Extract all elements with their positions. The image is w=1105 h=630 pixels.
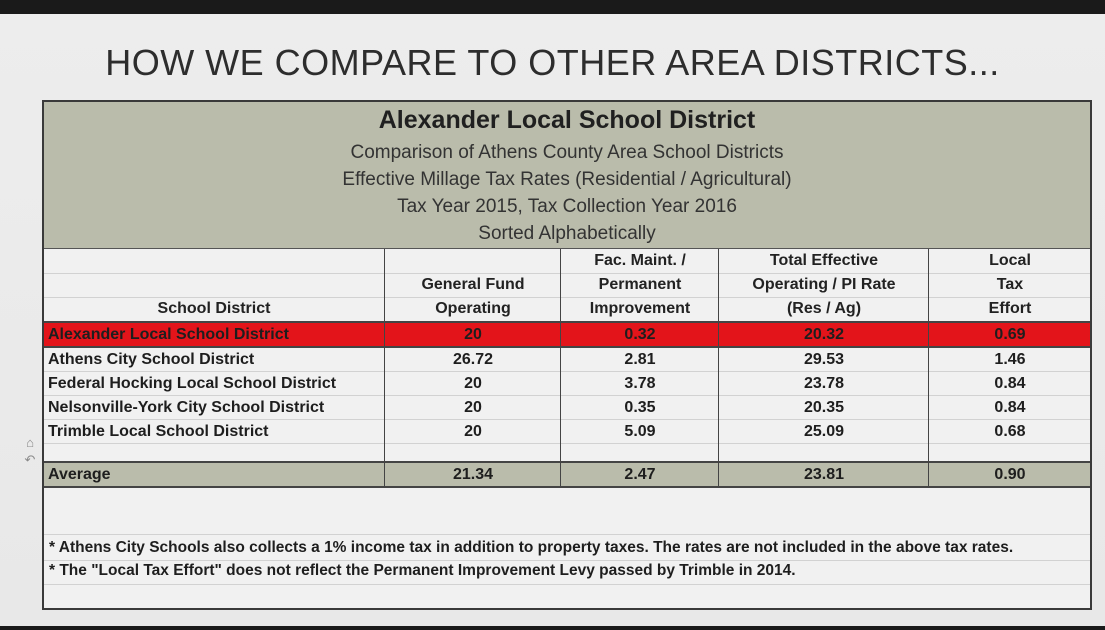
average-label: Average [48,466,111,483]
column-header-total-3: (Res / Ag) [786,300,862,317]
footnote-local-tax-effort: * The "Local Tax Effort" does not reflect the Permanent Improvement Levy passed by Trimble in 2014. [49,562,796,579]
total-effective-value: 20.32 [803,326,845,343]
column-header-local-tax-3: Effort [988,300,1032,317]
subtitle-millage: Effective Millage Tax Rates (Residential / Agricultural) [342,169,792,190]
column-header-local-tax-2: Tax [996,276,1024,293]
slide [0,14,1105,626]
column-header-general-fund-1: General Fund [421,276,525,293]
home-icon[interactable]: ⌂ [26,435,34,450]
table-row-highlight [44,323,1090,346]
table-header [44,102,1090,249]
fac-maint-value: 2.47 [624,466,656,483]
total-effective-value: 25.09 [803,423,845,440]
general-fund-value: 20 [464,326,482,343]
general-fund-value: 21.34 [452,466,494,483]
district-heading: Alexander Local School District [378,106,756,134]
fac-maint-value: 2.81 [624,351,656,368]
total-effective-value: 23.78 [803,375,845,392]
district-name: Alexander Local School District [48,326,289,343]
total-effective-value: 23.81 [803,466,845,483]
back-icon[interactable]: ↶ [24,452,36,467]
tax-effort-value: 0.84 [994,399,1026,416]
general-fund-value: 20 [464,399,482,416]
district-name: Federal Hocking Local School District [48,375,337,392]
table-row [44,420,1090,443]
comparison-table [42,100,1092,610]
column-header-total-1: Total Effective [769,252,879,269]
slide-title: HOW WE COMPARE TO OTHER AREA DISTRICTS... [105,42,1000,83]
district-name: Nelsonville-York City School District [48,399,325,416]
fac-maint-value: 5.09 [624,423,656,440]
table-grid [44,249,1090,608]
table-row [44,348,1090,371]
tax-effort-value: 1.46 [994,351,1026,368]
table-row-average [44,463,1090,486]
general-fund-value: 20 [464,423,482,440]
fac-maint-value: 0.35 [624,399,656,416]
district-name: Athens City School District [48,351,255,368]
total-effective-value: 29.53 [803,351,845,368]
district-name: Trimble Local School District [48,423,269,440]
fac-maint-value: 3.78 [624,375,656,392]
column-header-total-2: Operating / PI Rate [752,276,896,293]
subtitle-tax-year: Tax Year 2015, Tax Collection Year 2016 [397,196,737,217]
fac-maint-value: 0.32 [624,326,656,343]
column-header-fac-maint-3: Improvement [589,300,691,317]
tax-effort-value: 0.84 [994,375,1026,392]
general-fund-value: 20 [464,375,482,392]
table-row [44,372,1090,395]
general-fund-value: 26.72 [452,351,494,368]
subtitle-sorted: Sorted Alphabetically [478,223,656,244]
column-header-fac-maint-2: Permanent [598,276,682,293]
column-header-district: School District [157,300,271,317]
subtitle-comparison: Comparison of Athens County Area School Districts [350,142,784,163]
column-header-fac-maint-1: Fac. Maint. / [594,252,686,269]
footnote-income-tax: * Athens City Schools also collects a 1% income tax in addition to property taxes. The rates are not included in the above tax rates. [49,539,1014,556]
column-header-general-fund-2: Operating [435,300,511,317]
column-header-local-tax-1: Local [989,252,1031,269]
table-row [44,396,1090,419]
tax-effort-value: 0.68 [994,423,1026,440]
tax-effort-value: 0.69 [994,326,1026,343]
tax-effort-value: 0.90 [994,466,1026,483]
nav-icons [22,434,38,468]
total-effective-value: 20.35 [803,399,845,416]
